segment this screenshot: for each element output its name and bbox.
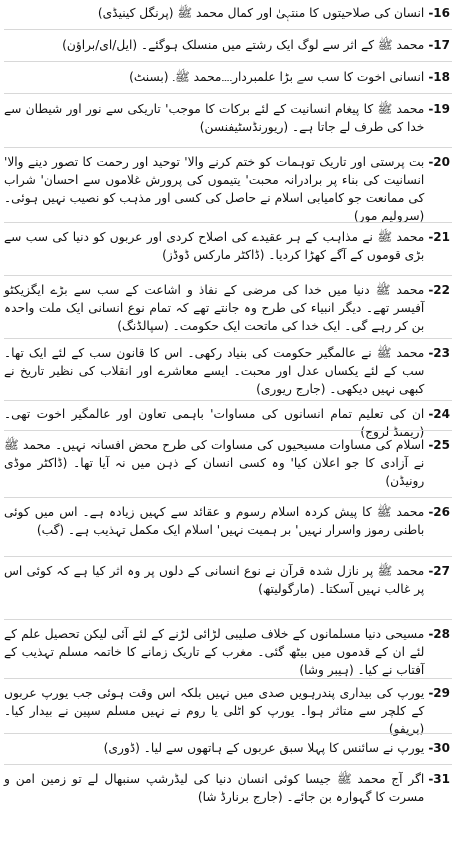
quote-number: -24 — [428, 407, 450, 421]
divider — [4, 275, 452, 276]
quote-item-22 — [4, 281, 450, 335]
quote-item-18 — [4, 68, 450, 86]
quote-item-31 — [4, 770, 450, 806]
quote-text: اگر آج محمد ﷺ جیسا کوئی انسان دنیا کی لیڈرشپ سنبھال لے تو زمین امن و مسرت کا گہوارہ بن جائے۔ (جارج برنارڈ شا) — [4, 772, 425, 804]
divider — [4, 338, 452, 339]
quote-text: محمد ﷺ پر نازل شدہ قرآن نے نوع انسانی کے دلوں پر وہ اثر کیا ہے کہ کوئی اس پر غالب نہیں آسکتا۔ (مارگولیتھ) — [4, 564, 425, 596]
quote-number: -28 — [428, 627, 450, 641]
quote-item-19 — [4, 100, 450, 136]
quote-item-30 — [4, 739, 450, 757]
quote-text: اسلام کی مساوات مسیحیوں کی مساوات کی طرح محض افسانہ نہیں۔ محمد ﷺ نے آزادی کا جو اعلان کیا' وہ کسی انسان کے ذہن میں نہ آیا تھا۔ (ڈاکٹر موڈی رونیڈن) — [4, 438, 425, 488]
quote-number: -31 — [428, 772, 450, 786]
quote-item-21 — [4, 228, 450, 264]
quote-text: محمد ﷺ دنیا میں خدا کی مرضی کے نفاذ و اشاعت کے سب سے بڑے ایگزیکٹو آفیسر تھے۔ دیگر انبیاء کی طرح وہ جانتے تھے کہ تمام نوع انسانی ایک ملت واحدہ بن کر رہے گی۔ ایک خدا کی ماتحت ایک حکومت۔ (سپالڈنگ) — [4, 283, 425, 333]
divider — [4, 497, 452, 498]
quote-text: یورپ کی بیداری پندرہویں صدی میں نہیں بلکہ اس وقت ہوئی جب یورپ عربوں کے کلچر سے متاثر ہوا۔ یورپ کو اٹلی یا روم نے نہیں مسلم سپین نے بیدار کیا۔ (بریفو) — [4, 686, 425, 736]
quote-item-29 — [4, 684, 450, 738]
quote-number: -18 — [428, 70, 450, 84]
quote-number: -22 — [428, 283, 450, 297]
quote-text: انسانی اخوت کا سب سے بڑا علمبردار۔۔۔۔محمد ﷺ۔ (بسنٹ) — [129, 70, 425, 84]
quote-text: محمد ﷺ کے اثر سے لوگ ایک رشتے میں منسلک ہوگئے۔ (ایل/ای/براؤن) — [62, 38, 425, 52]
quote-item-25 — [4, 436, 450, 490]
quote-text: محمد ﷺ کا پیغام انسانیت کے لئے برکات کا موجب' تاریکی سے نور اور شیطان سے خدا کی طرف لے جاتا ہے۔ (ریورنڈسٹیفنسن) — [4, 102, 425, 134]
quote-text: یورپ نے سائنس کا پہلا سبق عربوں کے ہاتھوں سے لیا۔ (ڈوری) — [103, 741, 425, 755]
quote-text: محمد ﷺ نے مذاہب کے ہر عقیدے کی اصلاح کردی اور عربوں کو دنیا کی سب سے بڑی قوموں کے آگے کھڑا کردیا۔ (ڈاکٹر مارکس ڈوڈز) — [4, 230, 425, 262]
divider — [4, 222, 452, 223]
quote-text: محمد ﷺ نے عالمگیر حکومت کی بنیاد رکھی۔ اس کا قانون سب کے لئے ایک تھا۔ سب کے لئے یکساں عدل اور محبت۔ ایسے معاشرے اور انقلاب کی نظیر تاریخ نے کبھی نہیں دیکھی۔ (جارج ریوری) — [4, 346, 425, 396]
quote-number: -19 — [428, 102, 450, 116]
quote-item-27 — [4, 562, 450, 598]
quote-number: -27 — [428, 564, 450, 578]
quote-item-28 — [4, 625, 450, 679]
divider — [4, 764, 452, 765]
quote-item-26 — [4, 503, 450, 539]
quote-number: -17 — [428, 38, 450, 52]
divider — [4, 29, 452, 30]
quote-number: -29 — [428, 686, 450, 700]
quote-item-23 — [4, 344, 450, 398]
quote-text: انسان کی صلاحیتوں کا منتہیٰ اور کمال محمد ﷺ (پرنگل کینیڈی) — [97, 6, 425, 20]
quote-text: مسیحی دنیا مسلمانوں کے خلاف صلیبی لڑائی لڑنے کے لئے آئی لیکن تحصیل علم کے لئے ان کے قدموں میں بیٹھ گئی۔ مغرب کے تاریک زمانے کا خاتمہ مسلم تہذیب کے آفتاب نے کیا۔ (ہیبر وشا) — [4, 627, 425, 677]
divider — [4, 93, 452, 94]
divider — [4, 678, 452, 679]
divider — [4, 556, 452, 557]
quote-number: -23 — [428, 346, 450, 360]
divider — [4, 400, 452, 401]
quote-text: بت پرستی اور تاریک توہمات کو ختم کرنے والا' توحید اور رحمت کا تصور دینے والا' انسانیت کی بناء پر برادرانہ محبت' یتیموں کی پرورش غلاموں سے احسان' شراب کی ممانعت جو کامیابی اسلام نے حاصل کی کسی اور مذہب کو نصیب نہیں ہوئی۔ (سرولیم مور) — [4, 155, 425, 223]
divider — [4, 430, 452, 431]
quote-number: -25 — [428, 438, 450, 452]
quote-number: -21 — [428, 230, 450, 244]
divider — [4, 147, 452, 148]
quote-number: -20 — [428, 155, 450, 169]
divider — [4, 619, 452, 620]
quote-item-16 — [4, 4, 450, 22]
divider — [4, 733, 452, 734]
quote-text: محمد ﷺ کا پیش کردہ اسلام رسوم و عقائد سے کہیں زیادہ ہے۔ اس میں کوئی باطنی رموز واسرار نہیں' بر ہمیت نہیں' اسلام ایک مکمل تہذیب ہے۔ (گب) — [4, 505, 425, 537]
divider — [4, 61, 452, 62]
quote-number: -30 — [428, 741, 450, 755]
quote-number: -26 — [428, 505, 450, 519]
quote-item-17 — [4, 36, 450, 54]
quote-item-20 — [4, 153, 450, 225]
quote-number: -16 — [428, 6, 450, 20]
quote-text: ان کی تعلیم تمام انسانوں کی مساوات' باہمی تعاون اور عالمگیر اخوت تھی۔ (ریمنڈ لروج) — [4, 407, 425, 439]
